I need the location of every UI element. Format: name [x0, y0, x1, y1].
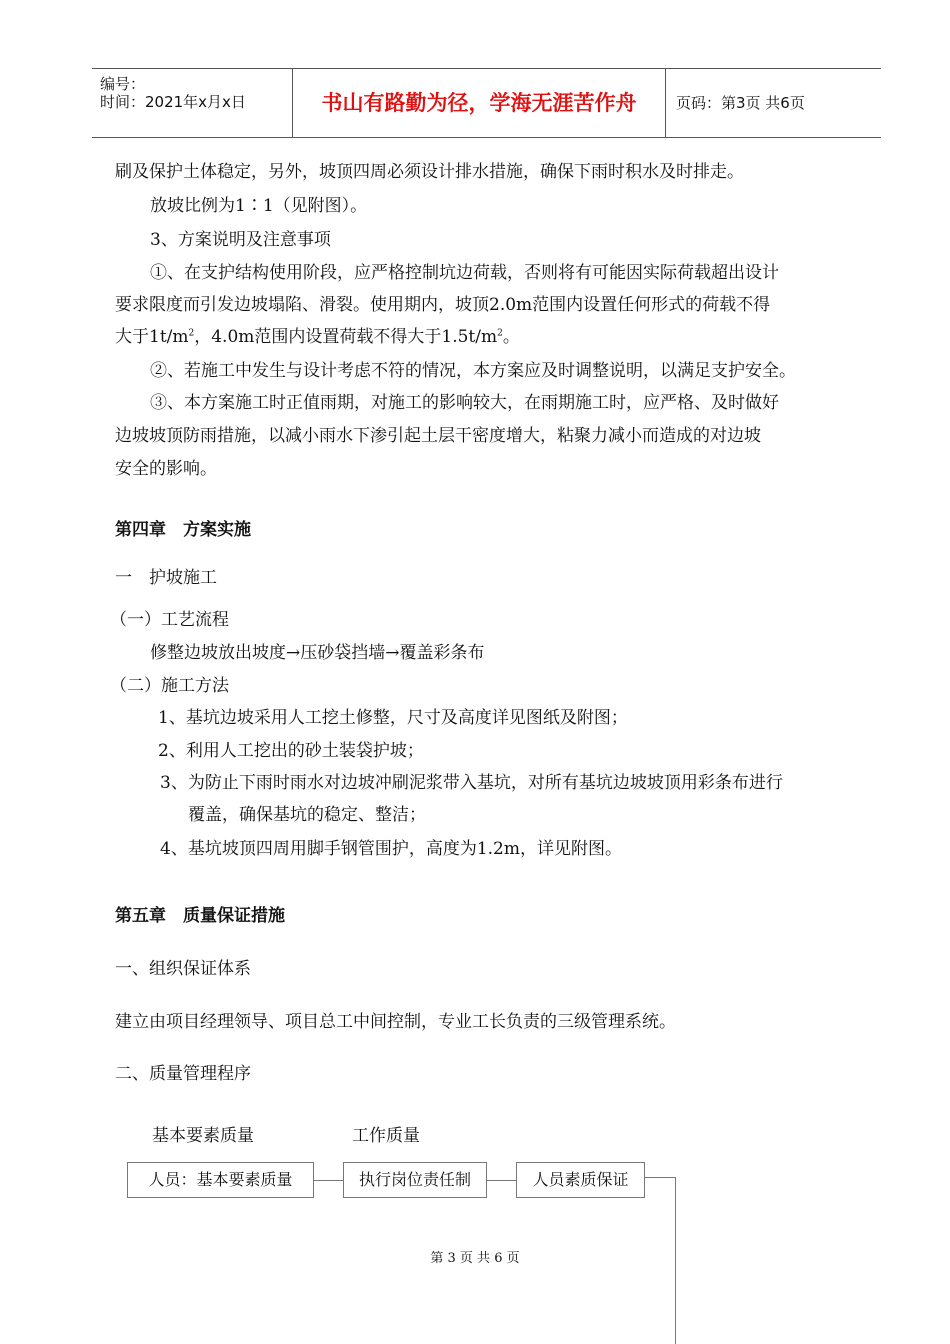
diagram-box-personnel: 人员：基本要素质量 [127, 1162, 314, 1198]
section-heading: 一、组织保证体系 [115, 959, 251, 979]
diagram-box-quality-assurance: 人员素质保证 [516, 1162, 645, 1198]
chapter-title: 第五章 质量保证措施 [115, 906, 285, 926]
paragraph: 安全的影响。 [115, 459, 217, 479]
paragraph-heading: 3、方案说明及注意事项 [150, 230, 331, 250]
list-item: 3、为防止下雨时雨水对边坡冲刷泥浆带入基坑，对所有基坑边坡坡顶用彩条布进行 [160, 773, 783, 793]
paragraph: 边坡坡顶防雨措施，以减小雨水下渗引起土层干密度增大，粘聚力减小而造成的对边坡 [115, 426, 761, 446]
superscript: 2 [497, 328, 503, 339]
paragraph: 刷及保护土体稳定，另外，坡顶四周必须设计排水措施，确保下雨时积水及时排走。 [115, 162, 744, 182]
chapter-title: 第四章 方案实施 [115, 520, 251, 540]
subsection-heading: （一）工艺流程 [110, 610, 229, 630]
list-item-continuation: 覆盖，确保基坑的稳定、整洁； [188, 805, 426, 825]
diagram-column-title: 基本要素质量 [152, 1126, 254, 1146]
time-label: 时间：2021年x月x日 [100, 93, 246, 111]
paragraph: 放坡比例为1∶1（见附图）。 [150, 196, 368, 216]
paragraph: ③、本方案施工时正值雨期，对施工的影响较大，在雨期施工时，应严格、及时做好 [150, 393, 779, 413]
subsection-heading: （二）施工方法 [110, 676, 229, 696]
diagram-connector [487, 1180, 516, 1181]
paragraph [115, 322, 520, 347]
paragraph: 建立由项目经理领导、项目总工中间控制，专业工长负责的三级管理系统。 [115, 1012, 676, 1032]
section-heading: 一 护坡施工 [115, 568, 217, 588]
diagram-connector [314, 1180, 343, 1181]
header-page-number: 页码：第3页 共6页 [676, 94, 805, 112]
text-span: ，4.0m范围内设置荷载不得大于1.5t/m [194, 327, 498, 347]
diagram-column-title: 工作质量 [352, 1126, 420, 1146]
superscript: 2 [188, 328, 195, 339]
text-span: 大于1t/m [115, 327, 189, 347]
header-meta [92, 69, 293, 137]
paragraph: ②、若施工中发生与设计考虑不符的情况，本方案应及时调整说明，以满足支护安全。 [150, 361, 796, 381]
diagram-box-responsibility: 执行岗位责任制 [343, 1162, 487, 1198]
section-heading: 二、质量管理程序 [115, 1064, 251, 1084]
code-label: 编号： [100, 75, 146, 93]
process-flow: 修整边坡放出坡度→压砂袋挡墙→覆盖彩条布 [150, 643, 485, 663]
page-footer: 第 3 页 共 6 页 [430, 1251, 520, 1266]
list-item: 1、基坑边坡采用人工挖土修整，尺寸及高度详见图纸及附图； [158, 708, 628, 728]
paragraph: ①、在支护结构使用阶段，应严格控制坑边荷载，否则将有可能因实际荷载超出设计 [150, 263, 779, 283]
page-header [92, 68, 881, 138]
paragraph: 要求限度而引发边坡塌陷、滑裂。使用期内，坡顶2.0m范围内设置任何形式的荷载不得 [115, 295, 771, 315]
list-item: 4、基坑坡顶四周用脚手钢管围护，高度为1.2m，详见附图。 [160, 839, 622, 859]
list-item: 2、利用人工挖出的砂土装袋护坡； [158, 741, 424, 761]
header-motto: 书山有路勤为径，学海无涯苦作舟 [293, 69, 666, 137]
diagram-connector [645, 1177, 675, 1178]
text-span: 。 [502, 327, 520, 347]
